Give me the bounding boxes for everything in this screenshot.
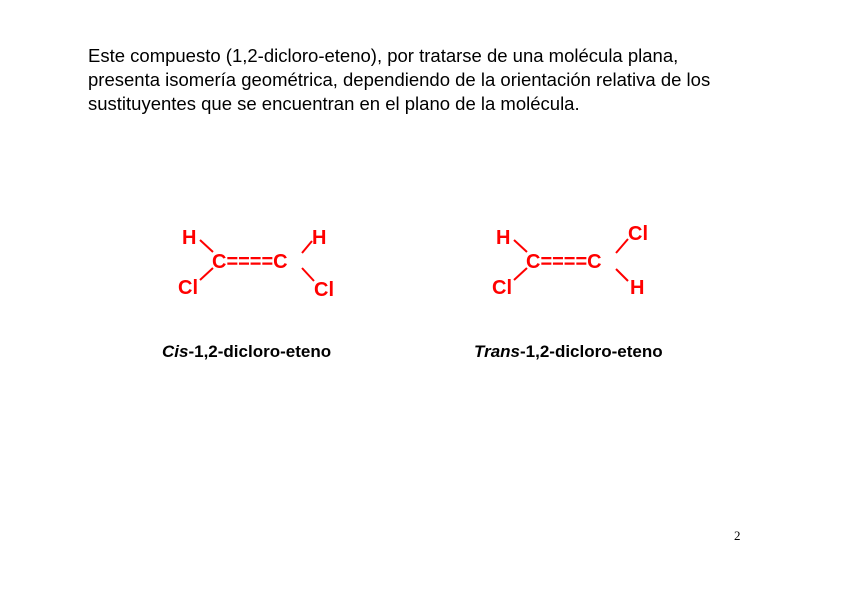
paragraph-line-3: sustituyentes que se encuentran en el plano de la molécula.	[88, 93, 580, 114]
cis-backbone: C====C	[212, 251, 288, 273]
trans-bond-cl-right	[616, 239, 628, 253]
page-number: 2	[734, 528, 741, 543]
paragraph-line-1: Este compuesto (1,2-dicloro-eteno), por tratarse de una molécula plana,	[88, 45, 679, 66]
cis-molecule-drawing	[168, 212, 408, 312]
trans-atom-h-right: H	[630, 277, 645, 299]
cis-atom-cl-right: Cl	[314, 279, 334, 301]
trans-caption	[474, 342, 663, 362]
cis-caption-prefix: Cis	[162, 342, 189, 361]
trans-bond-h-right	[616, 269, 628, 281]
trans-backbone: C====C	[526, 251, 602, 273]
cis-caption-rest: -1,2-dicloro-eteno	[188, 342, 332, 361]
cis-atom-cl-left: Cl	[178, 277, 198, 299]
trans-caption-prefix: Trans	[474, 342, 520, 361]
trans-atom-cl-left: Cl	[492, 277, 512, 299]
trans-atom-h-left: H	[496, 227, 511, 249]
cis-molecule-structure	[168, 212, 408, 312]
trans-caption-rest: -1,2-dicloro-eteno	[520, 342, 663, 361]
body-paragraph	[88, 44, 788, 116]
cis-atom-h-left: H	[182, 227, 197, 249]
trans-molecule-drawing	[484, 212, 724, 312]
cis-atom-h-right: H	[312, 227, 327, 249]
paragraph-line-2: presenta isomería geométrica, dependiendo de la orientación relativa de los	[88, 69, 711, 90]
trans-atom-cl-right: Cl	[628, 223, 648, 245]
cis-bond-cl-right	[302, 268, 314, 281]
cis-bond-h-right	[302, 241, 312, 253]
cis-caption	[162, 342, 331, 362]
trans-molecule-structure	[484, 212, 724, 312]
